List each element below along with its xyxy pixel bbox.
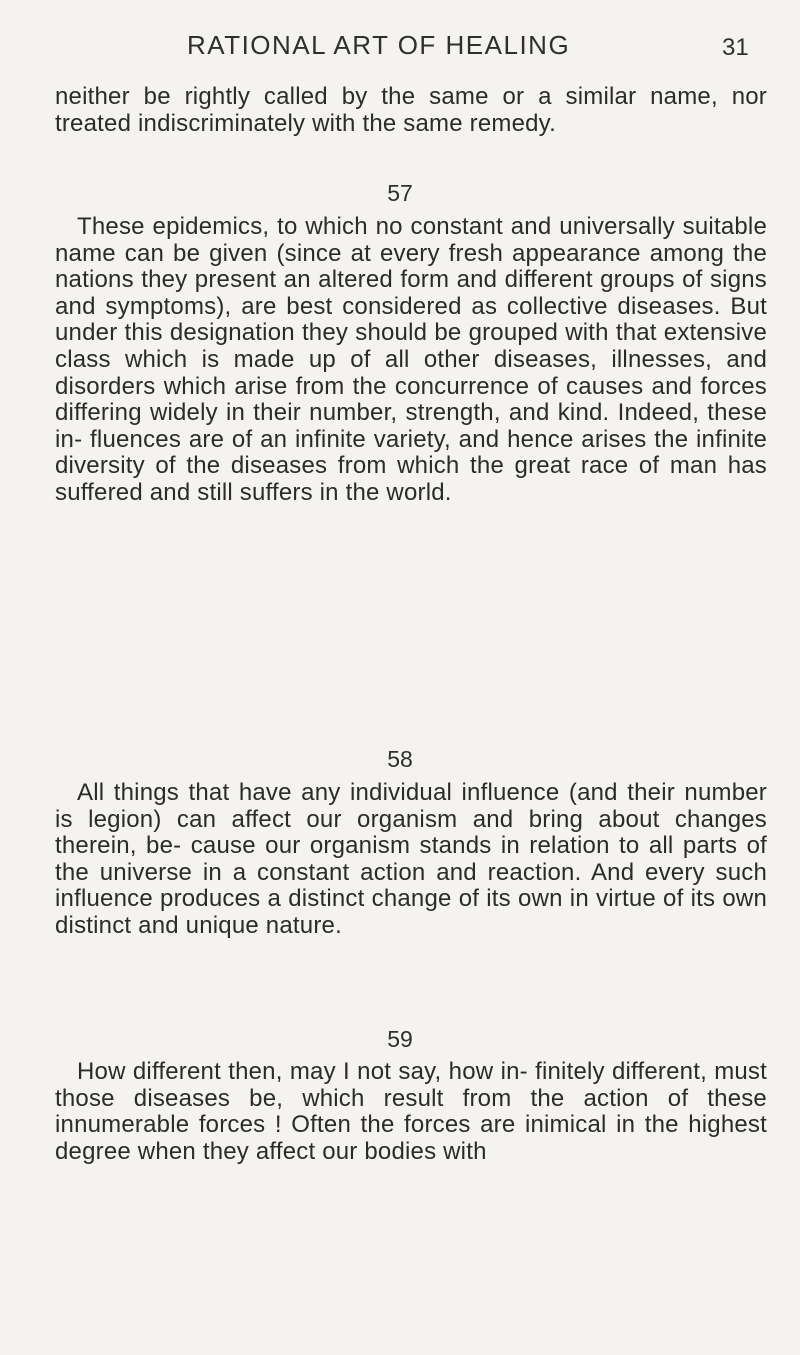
paragraph-59 [55,1059,767,1165]
paragraph-text: neither be rightly called by the same or a similar name, nor treated indiscriminately with the same remedy. [55,83,767,137]
paragraph-text: These epidemics, to which no constant and universally suitable name can be given (since at every fresh appearance among the nations they present an altered form and different groups of signs and symptoms), are best considered as collective diseases. But under this designation they should be grouped with that extensive class which is made up of all other diseases, illnesses, and disorders which arise from the concurrence of causes and forces differing widely in their number, strength, and kind. Indeed, these in- fluences are of an infinite variety, and hence arises the infinite diversity of the diseases from which the great race of man has suffered and still suffers in the world. [55,213,767,506]
paragraph-continued [55,84,767,137]
section-number-57: 57 [387,180,413,206]
paragraph-57 [55,214,767,507]
section-number-58: 58 [387,746,413,772]
paragraph-text: How different then, may I not say, how in- finitely different, must those diseases be, which result from the action of these innumerable forces ! Often the forces are inimical in the highest degree when they affect our bodies with [55,1058,767,1165]
page-number: 31 [722,34,749,61]
running-head-title: RATIONAL ART OF HEALING [187,30,571,60]
paragraph-text: All things that have any individual influence (and their number is legion) can affect our organism and bring about changes therein, be- cause our organism stands in relation to all parts of the universe in a constant action and reaction. And every such influence produces a distinct change of its own in virtue of its own distinct and unique nature. [55,779,767,939]
section-number-59: 59 [387,1026,413,1052]
paragraph-58 [55,780,767,940]
